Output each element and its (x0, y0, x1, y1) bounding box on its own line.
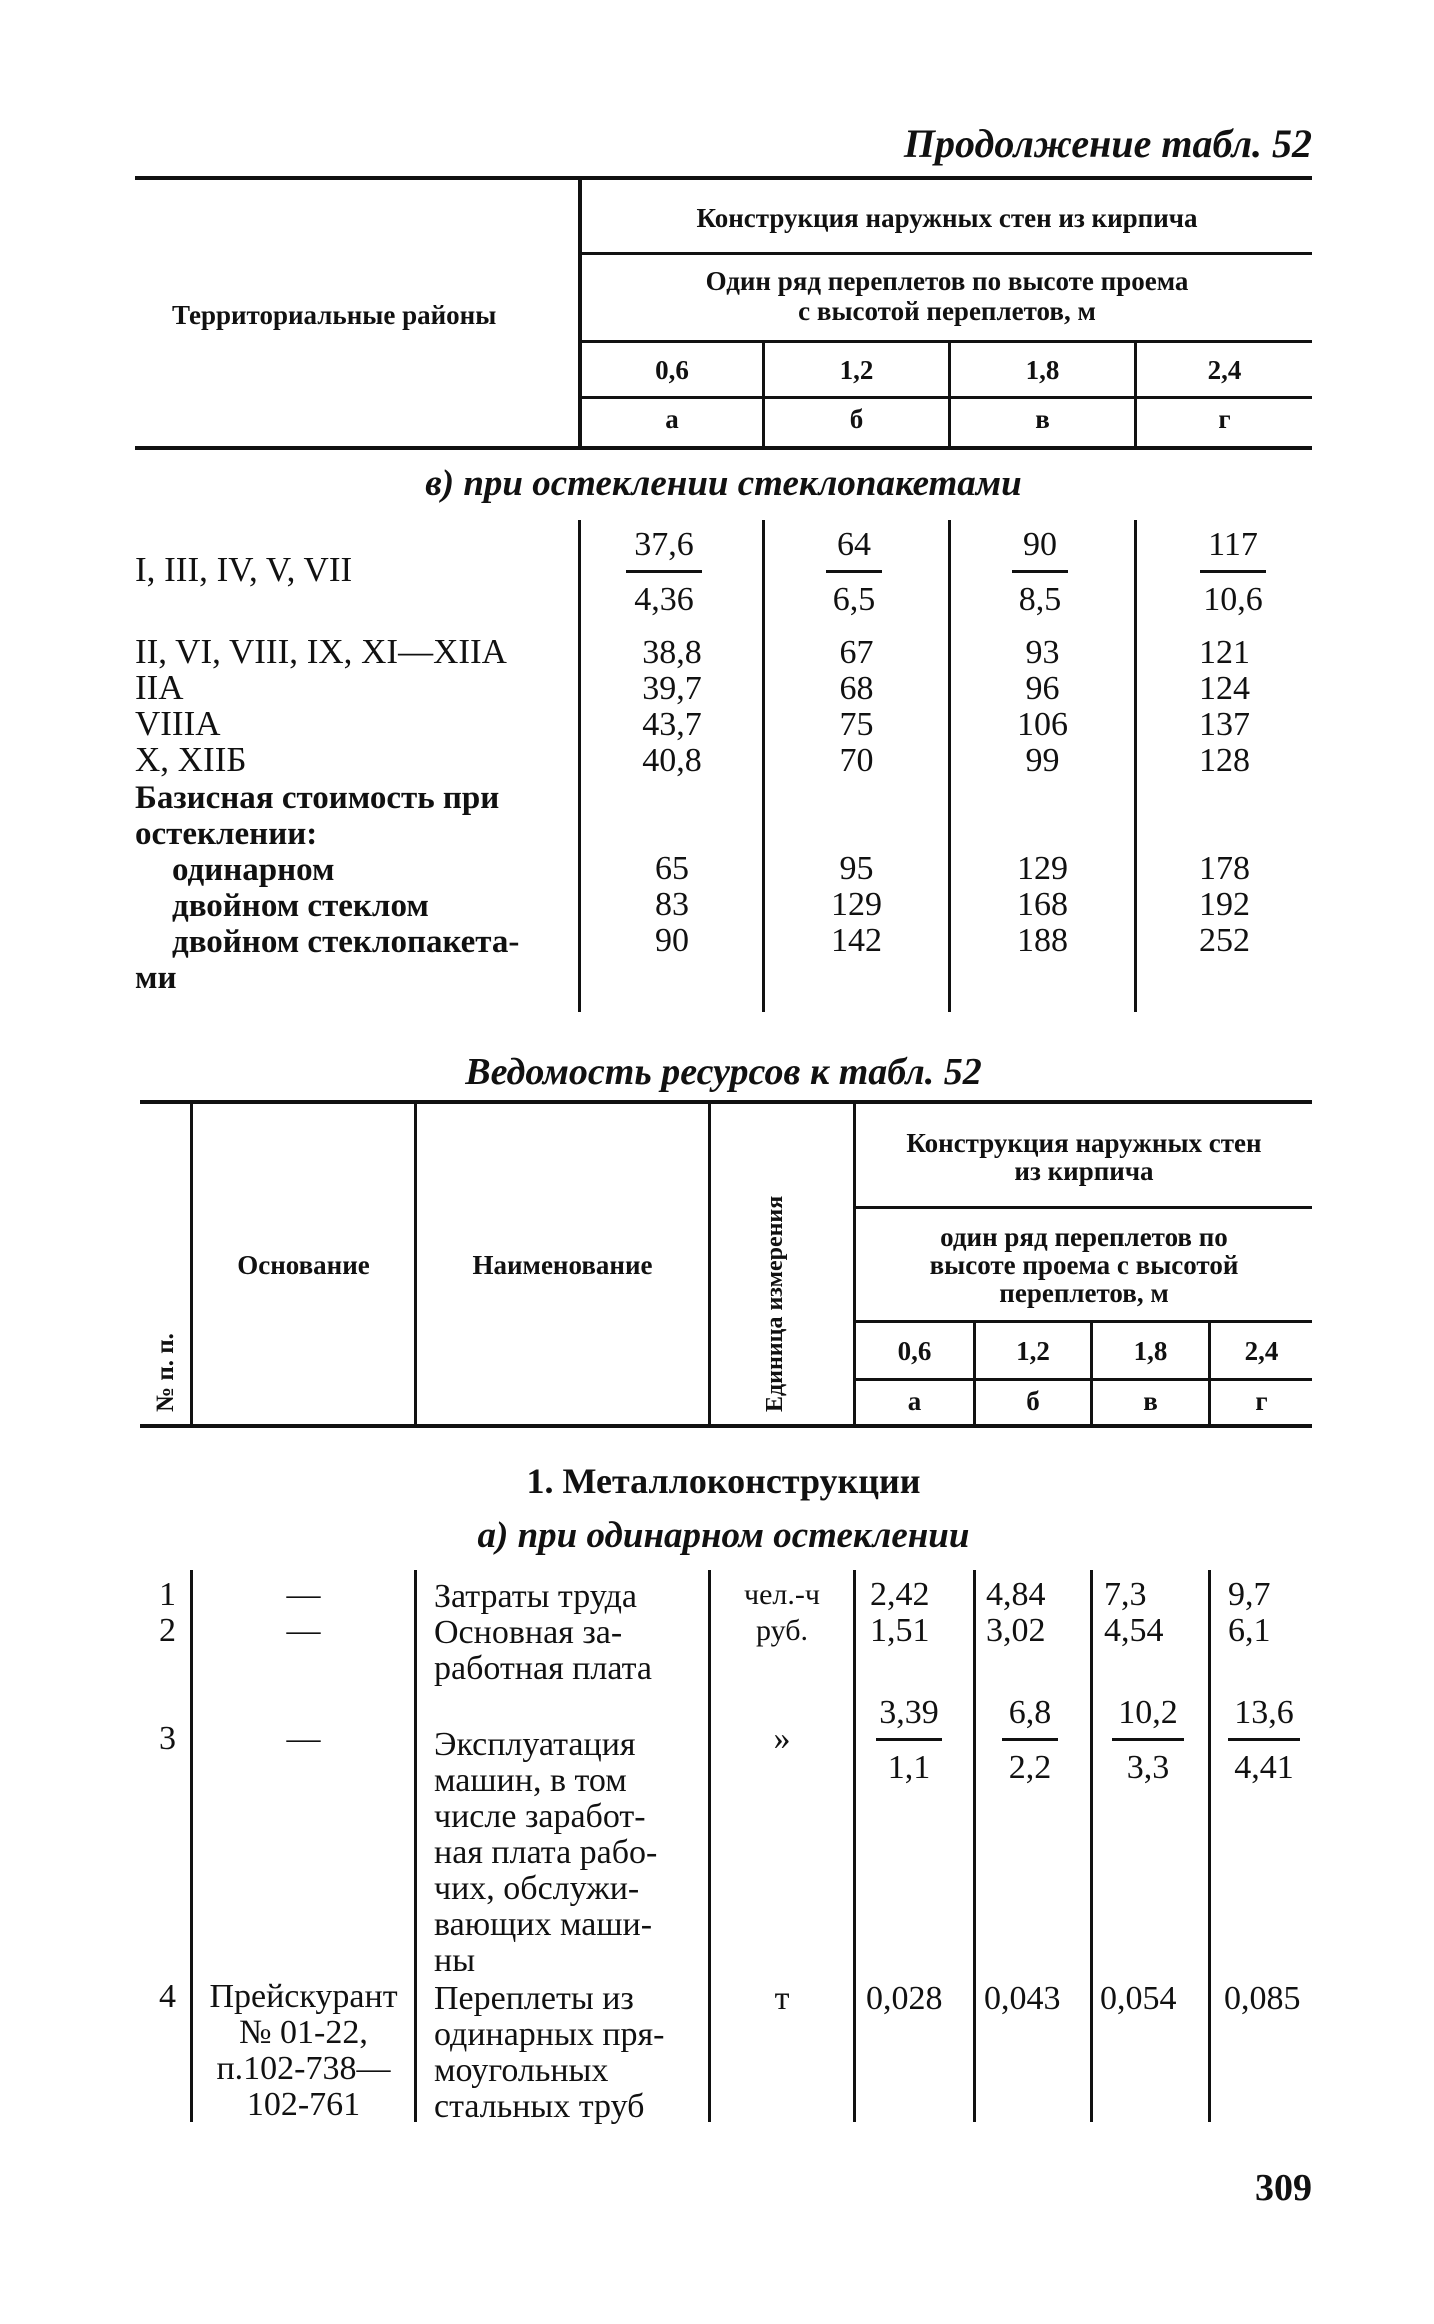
base-cost-line2: остеклении: (135, 816, 318, 852)
value: 192 (1199, 886, 1250, 923)
table2-top-rule (140, 1100, 1312, 1104)
table1-head-row-line2: с высотой переплетов, м (798, 296, 1096, 326)
row-no: 1 (159, 1576, 176, 1613)
table2-body-div-7 (1208, 1570, 1211, 2122)
value: 142 (831, 922, 882, 959)
table2-subsection-title: а) при одинарном остеклении (477, 1515, 970, 1556)
table2-section-title: 1. Металлоконструкции (526, 1461, 921, 1501)
fraction-bottom: 4,41 (1234, 1749, 1294, 1786)
value: 4,54 (1104, 1612, 1164, 1649)
row-unit: т (774, 1980, 790, 2017)
value: 3,02 (986, 1612, 1046, 1649)
table2-head-rule-3 (856, 1378, 1312, 1381)
table2-head-bottom-rule (140, 1424, 1312, 1428)
row-basis-line: п.102-738— (216, 2050, 391, 2087)
table1-letter-3: г (1218, 404, 1231, 434)
row-name-line: Основная за- (434, 1614, 623, 1651)
table1-height-1: 1,2 (839, 355, 874, 385)
row-name-line: одинарных пря- (434, 2016, 665, 2053)
table2-head-row-l3: переплетов, м (999, 1278, 1169, 1308)
row-basis: — (286, 1576, 321, 1613)
fraction-top: 37,6 (626, 528, 702, 573)
table1-head-construction: Конструкция наружных стен из кирпича (696, 203, 1198, 233)
fraction-bottom: 1,1 (887, 1749, 931, 1786)
row-basis-line: 102-761 (246, 2086, 361, 2123)
fraction-bottom: 8,5 (1018, 581, 1062, 618)
table1-letter-1: б (849, 404, 864, 434)
table2-head-no: № п. п. (152, 1333, 179, 1412)
value: 99 (1025, 742, 1060, 779)
row-name-line: машин, в том (434, 1762, 627, 1799)
row-name-line: работная плата (434, 1650, 652, 1687)
fraction-top: 3,39 (876, 1696, 942, 1741)
table1-letter-2: в (1035, 404, 1050, 434)
value: 40,8 (642, 742, 702, 779)
row-no: 3 (159, 1720, 176, 1757)
row-name-line: ная плата рабо- (434, 1834, 658, 1871)
value: 124 (1199, 670, 1250, 707)
value: 70 (839, 742, 874, 779)
region-label: VIIIA (135, 704, 221, 743)
base-cost-line1: Базисная стоимость при (135, 780, 500, 816)
fraction-bottom: 4,36 (634, 581, 694, 618)
table2-fraction-1 (1002, 1696, 1058, 1785)
value: 65 (655, 850, 689, 887)
table1-height-2: 1,8 (1025, 355, 1060, 385)
table1-first-row-label: I, III, IV, V, VII (135, 550, 353, 589)
table2-body-div-3 (708, 1570, 711, 2122)
value: 83 (655, 886, 689, 923)
row-name-line: моугольных (434, 2052, 609, 2089)
fraction-top: 90 (1012, 528, 1068, 573)
fraction-bottom: 6,5 (832, 581, 876, 618)
table2-height-1: 1,2 (1016, 1336, 1050, 1366)
table2-head-name: Наименование (472, 1250, 653, 1280)
table2-letter-0: а (907, 1386, 922, 1416)
table2-head-row-l2: высоте проема с высотой (929, 1250, 1239, 1280)
page-header: Продолжение табл. 52 (903, 121, 1312, 166)
value: 95 (839, 850, 874, 887)
value: 4,84 (986, 1576, 1046, 1613)
fraction-top: 117 (1200, 528, 1266, 573)
table1-fraction-3 (1200, 528, 1266, 617)
value: 137 (1199, 706, 1250, 743)
table2-body-div-6 (1090, 1570, 1093, 2122)
value: 67 (839, 634, 874, 671)
table2-body-div-4 (853, 1570, 856, 2122)
base-label: двойном стеклом (172, 888, 429, 924)
region-label: IIA (135, 668, 184, 707)
value: 252 (1199, 922, 1250, 959)
table2-letter-2: в (1143, 1386, 1158, 1416)
value: 0,085 (1224, 1980, 1301, 2017)
row-no: 2 (159, 1612, 176, 1649)
value: 39,7 (642, 670, 702, 707)
table1-head-rule-3 (582, 396, 1312, 399)
row-no: 4 (159, 1978, 176, 2015)
value: 0,028 (866, 1980, 943, 2017)
fraction-top: 10,2 (1112, 1696, 1184, 1741)
row-name-line: Переплеты из (434, 1980, 634, 2017)
value: 90 (655, 922, 689, 959)
value: 129 (831, 886, 882, 923)
value: 0,043 (984, 1980, 1061, 2017)
table2-body-div-5 (973, 1570, 976, 2122)
table2-fraction-2 (1112, 1696, 1184, 1785)
value: 188 (1017, 922, 1068, 959)
value: 6,1 (1228, 1612, 1271, 1649)
row-name-line: стальных труб (434, 2088, 645, 2125)
table1-top-rule (135, 176, 1312, 180)
value: 7,3 (1104, 1576, 1147, 1613)
table2-letter-3: г (1255, 1386, 1268, 1416)
table2-head-construction-l1: Конструкция наружных стен (906, 1128, 1262, 1158)
value: 75 (839, 706, 874, 743)
table2-letter-1: б (1026, 1386, 1040, 1416)
table1-body-div-0 (578, 520, 581, 1012)
base-label: одинарном (172, 852, 335, 888)
row-name-line: ны (434, 1942, 476, 1979)
base-label: двойном стеклопакета- (172, 924, 520, 960)
table1-height-3: 2,4 (1207, 355, 1242, 385)
table2-head-unit: Единица измерения (762, 1195, 788, 1412)
value: 43,7 (642, 706, 702, 743)
table2-height-3: 2,4 (1244, 1336, 1279, 1366)
table1-head-rule-2 (582, 340, 1312, 343)
fraction-top: 64 (826, 528, 882, 573)
table2-head-rule-1 (856, 1206, 1312, 1209)
value: 9,7 (1228, 1576, 1271, 1613)
fraction-top: 6,8 (1002, 1696, 1058, 1741)
value: 129 (1017, 850, 1068, 887)
row-unit: чел.-ч (744, 1578, 820, 1611)
row-basis: — (286, 1720, 321, 1757)
region-label: II, VI, VIII, IX, XI—XIIA (135, 632, 507, 671)
table2-head-basis: Основание (237, 1250, 370, 1280)
table1-fraction-2 (1012, 528, 1068, 617)
table1-height-0: 0,6 (655, 355, 689, 385)
fraction-bottom: 3,3 (1126, 1749, 1170, 1786)
table2-fraction-0 (876, 1696, 942, 1785)
row-name-line: числе заработ- (434, 1798, 646, 1835)
value: 168 (1017, 886, 1068, 923)
table1-head-bottom-rule (135, 446, 1312, 450)
fraction-bottom: 10,6 (1203, 581, 1263, 618)
value: 1,51 (870, 1612, 930, 1649)
value: 121 (1199, 634, 1250, 671)
table2-head-rule-2 (856, 1320, 1312, 1323)
fraction-bottom: 2,2 (1008, 1749, 1052, 1786)
table2-fraction-3 (1228, 1696, 1300, 1785)
value: 96 (1025, 670, 1060, 707)
table2-head-div-3 (708, 1104, 711, 1424)
table1-head-row-line1: Один ряд переплетов по высоте проема (705, 266, 1189, 296)
table2-head-construction-l2: из кирпича (1014, 1156, 1154, 1186)
row-basis-line: Прейскурант (209, 1978, 398, 2015)
page-number: 309 (1255, 2167, 1312, 2209)
table2-height-0: 0,6 (897, 1336, 932, 1366)
row-basis-line: № 01-22, (239, 2014, 368, 2051)
value: 106 (1017, 706, 1068, 743)
table1-fraction-0 (626, 528, 702, 617)
row-name-line: Эксплуатация (434, 1726, 636, 1763)
table2-height-2: 1,8 (1133, 1336, 1168, 1366)
value: 2,42 (870, 1576, 930, 1613)
value: 0,054 (1100, 1980, 1177, 2017)
table1-fraction-1 (826, 528, 882, 617)
table1-letter-0: а (665, 404, 679, 434)
row-name-line: Затраты труда (434, 1578, 638, 1615)
table2-title: Ведомость ресурсов к табл. 52 (465, 1051, 982, 1093)
value: 178 (1199, 850, 1250, 887)
fraction-top: 13,6 (1228, 1696, 1300, 1741)
value: 68 (839, 670, 874, 707)
row-basis: — (286, 1612, 321, 1649)
row-unit: руб. (756, 1614, 808, 1647)
table2-head-row-l1: один ряд переплетов по (940, 1222, 1228, 1252)
table1-section-title: в) при остеклении стеклопакетами (425, 463, 1022, 504)
table1-head-region: Территориальные районы (172, 300, 497, 330)
row-name-line: чих, обслужи- (434, 1870, 640, 1907)
row-unit: » (773, 1720, 791, 1757)
value: 93 (1025, 634, 1060, 671)
table1-head-rule-1 (582, 252, 1312, 255)
table2-body-div-2 (414, 1570, 417, 2122)
base-label-continued: ми (135, 960, 177, 996)
row-name-line: вающих маши- (434, 1906, 653, 1943)
value: 38,8 (642, 634, 702, 671)
value: 128 (1199, 742, 1250, 779)
region-label: X, XIIБ (135, 740, 247, 779)
